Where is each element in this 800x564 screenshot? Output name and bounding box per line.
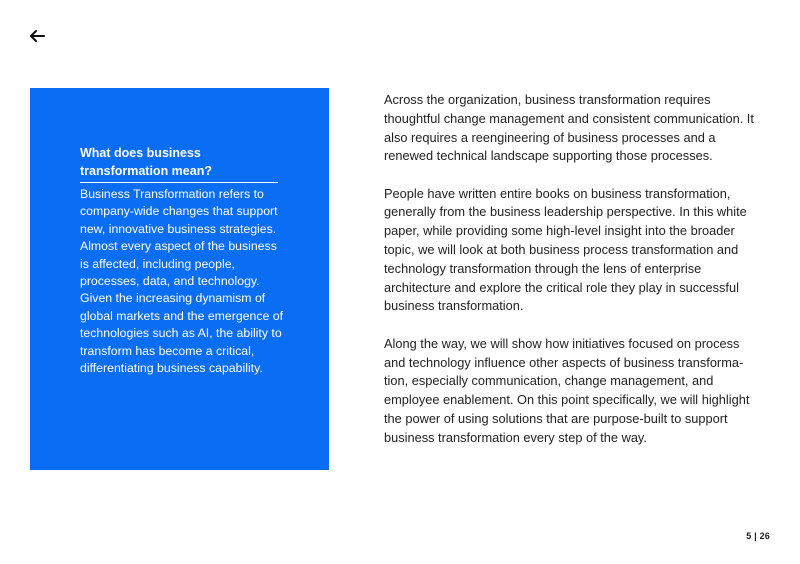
callout-divider (80, 182, 278, 183)
page-number: 5 | 26 (746, 531, 770, 541)
definition-callout-box (30, 88, 329, 470)
paragraph: Along the way, we will show how initiatives focused on process and technology influence other aspects of business transforma-tion, especially communication, change management, and employee enablement. On this point specifically, we will highlight the power of using solutions that are purpose-built to support business transformation every step of the way. (384, 335, 750, 445)
callout-body: Business Transformation refers to company-wide changes that support new, innovative business strategies. Almost every aspect of the business is affected, including people, processes, data, and technology. Given the increasing dynamism of global markets and the emergence of technologies such as AI, the ability to transform has become a critical, differentiating business capability. (80, 187, 284, 376)
arrow-left-icon (28, 26, 48, 46)
main-body-text (384, 91, 764, 466)
callout-title: What does business transformation mean? (80, 146, 212, 178)
paragraph: People have written entire books on business transformation, generally from the business leadership perspective. In this white paper, while providing some high-level insight into the broader topic, we will look at both business process transformation and technology transformation through the lens of enterprise architecture and explore the critical role they play in successful business transformation. (384, 185, 747, 314)
paragraph: Across the organization, business transformation requires thoughtful change management and consistent communication. It also requires a reengineering of business processes and a renewed technical landscape supporting those processes. (384, 92, 754, 164)
back-button[interactable] (28, 26, 48, 46)
